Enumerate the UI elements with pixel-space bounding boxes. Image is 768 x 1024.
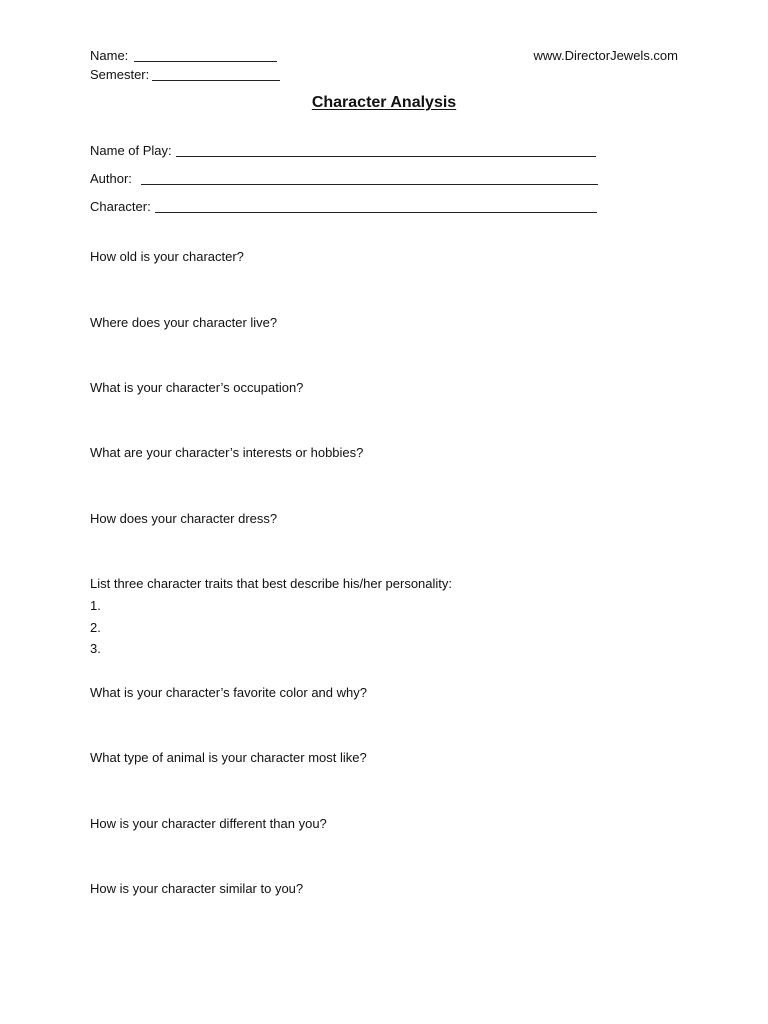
play-line[interactable] [176,156,596,157]
name-label: Name: [90,48,129,63]
play-label: Name of Play: [90,143,172,158]
character-label: Character: [90,199,151,214]
question-color: What is your character’s favorite color and why? [90,685,367,700]
question-similar: How is your character similar to you? [90,881,304,896]
question-different: How is your character different than you? [90,816,327,831]
question-live: Where does your character live? [90,315,278,330]
website-text: www.DirectorJewels.com [533,48,678,63]
semester-line[interactable] [152,80,280,81]
name-line[interactable] [134,61,277,62]
question-animal: What type of animal is your character most like? [90,750,367,765]
trait-number: 3. [90,641,101,656]
question-hobbies: What are your character’s interests or hobbies? [90,445,364,460]
semester-label: Semester: [90,67,150,82]
author-line[interactable] [141,184,598,185]
page-title: Character Analysis [311,94,457,111]
question-traits: List three character traits that best describe his/her personality: [90,576,453,591]
question-occupation: What is your character’s occupation? [90,380,304,395]
character-line[interactable] [155,212,597,213]
trait-number: 1. [90,598,101,613]
question-dress: How does your character dress? [90,511,278,526]
question-age: How old is your character? [90,249,244,264]
trait-number: 2. [90,620,101,635]
author-label: Author: [90,171,132,186]
